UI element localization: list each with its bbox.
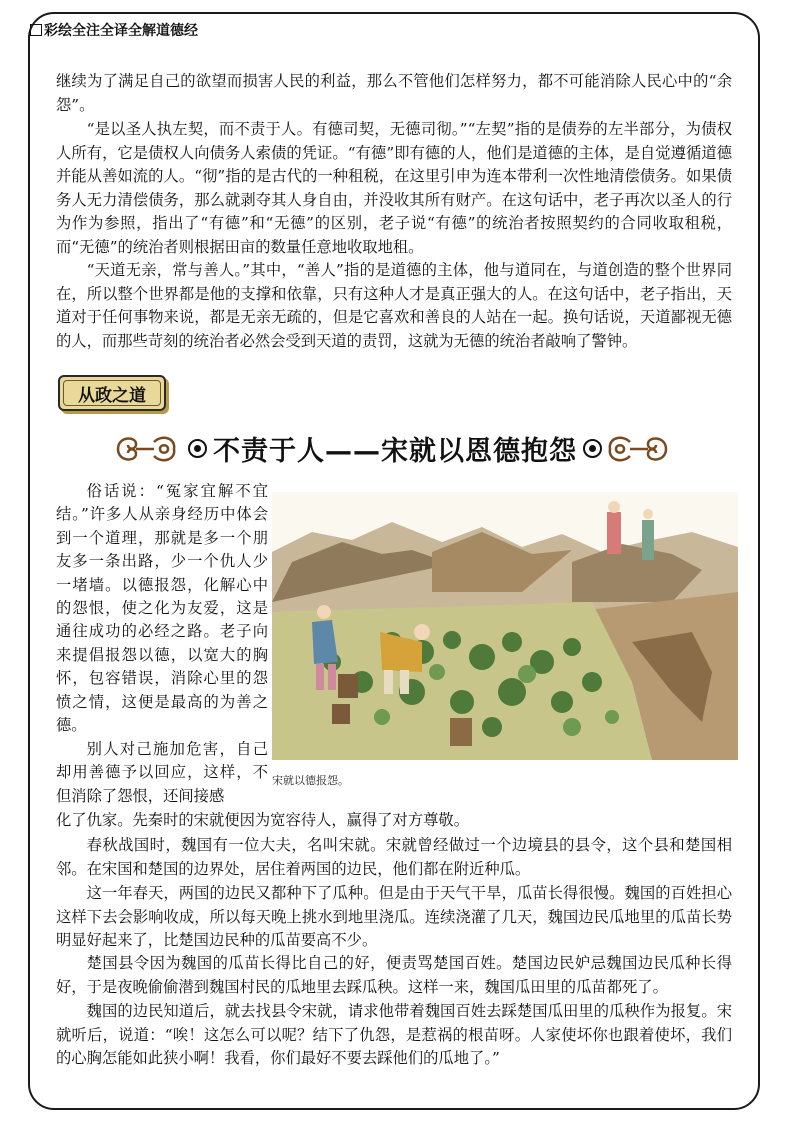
story-title bbox=[182, 429, 608, 468]
paragraph: 化了仇家。先秦时的宋就便因为宽容待人，赢得了对方尊敬。 bbox=[56, 811, 470, 829]
left-column-paragraph: 俗话说：“冤家宜解不宜结。”许多人从亲身经历中体会到一个道理，那就是多一个朋友多一条出路，少一个仇人少一堵墙。以德报怨，化解心中的怨恨，使之化为友爱，这是通往成功的必经之路。老子向来提倡报怨以德，以宽大的胸怀，包容错误，消除心里的怨愤之情，这便是最高的为善之德。 bbox=[56, 482, 268, 735]
paragraph: 春秋战国时，魏国有一位大夫，名叫宋就。宋就曾经做过一个边境县的县令，这个县和楚国相邻。在宋国和楚国的边界处，居住着两国的边民，他们都在附近种瓜。 bbox=[56, 836, 732, 878]
right-ornament-icon bbox=[604, 430, 670, 468]
paragraph: 魏国的边民知道后，就去找县令宋就，请求他带着魏国百姓去踩楚国瓜田里的瓜秧作为报复。宋就听后，说道：“唉！这怎么可以呢？结下了仇怨，是惹祸的根苗呀。人家使坏你也跟着使坏，我们的心胸怎能如此狭小啊！我看，你们最好不要去踩他们的瓜地了。” bbox=[56, 1002, 732, 1067]
header-title: 彩绘全注全译全解道德经 bbox=[44, 23, 198, 39]
left-column-paragraph: 别人对己施加危害，自己却用善德予以回应，这样，不但消除了怨恨，还间接感 bbox=[56, 740, 268, 805]
story-title-text: 不责于人——宋就以恩德抱怨 bbox=[213, 435, 577, 467]
running-header bbox=[30, 20, 198, 40]
illustration-caption: 宋就以德报怨。 bbox=[272, 774, 349, 787]
header-box-icon bbox=[30, 24, 42, 36]
paragraph: 这一年春天，两国的边民又都种下了瓜种。但是由于天气干旱，瓜苗长得很慢。魏国的百姓担心这样下去会影响收成，所以每天晚上挑水到地里浇瓜。连续浇灌了几天，魏国边民瓜地里的瓜苗长势明显好起来了，比楚国边民种的瓜苗要高不少。 bbox=[56, 884, 732, 949]
paragraph: “是以圣人执左契，而不责于人。有德司契，无德司彻。”“左契”指的是债券的左半部分，为债权人所有，它是债权人向债务人索债的凭证。“有德”即有德的人，他们是道德的主体，是自觉遵循道德并能从善如流的人。“彻”指的是古代的一种租税，在这里引申为连本带利一次性地清偿债务。如果债务人无力清偿债务，那么就剥夺其人身自由，并没收其所有财产。在这句话中，老子再次以圣人的行为作为参照，指出了“有德”和“无德”的区别，老子说“有德”的统治者按照契约的合同收取租税，而“无德”的统治者则根据田亩的数量任意地收取地租。 bbox=[56, 120, 732, 256]
title-circle-icon bbox=[188, 439, 207, 458]
paragraph: “天道无亲，常与善人。”其中，“善人”指的是道德的主体，他与道同在，与道创造的整个世界同在，所以整个世界都是他的支撑和依靠，只有这种人才是真正强大的人。在这句话中，老子指出，天道对于任何事物来说，都是无亲无疏的，但是它喜欢和善良的人站在一起。换句话说，天道鄙视无德的人，而那些苛刻的统治者必然会受到天道的责罚，这就为无德的统治者敲响了警钟。 bbox=[56, 261, 732, 350]
illustration-melon-field bbox=[272, 492, 738, 760]
section-tag-label: 从政之道 bbox=[78, 385, 146, 406]
section-tag bbox=[58, 375, 166, 411]
paragraph: 继续为了满足自己的欲望而损害人民的利益，那么不管他们怎样努力，都不可能消除人民心中的“余怨”。 bbox=[56, 72, 732, 114]
paragraph: 楚国县令因为魏国的瓜苗长得比自己的好，便责骂楚国百姓。楚国边民妒忌魏国边民瓜种长得好，于是夜晚偷偷潜到魏国村民的瓜地里去踩瓜秧。这样一来，魏国瓜田里的瓜苗都死了。 bbox=[56, 954, 732, 996]
title-circle-icon bbox=[583, 439, 602, 458]
story-title-row bbox=[110, 428, 680, 468]
